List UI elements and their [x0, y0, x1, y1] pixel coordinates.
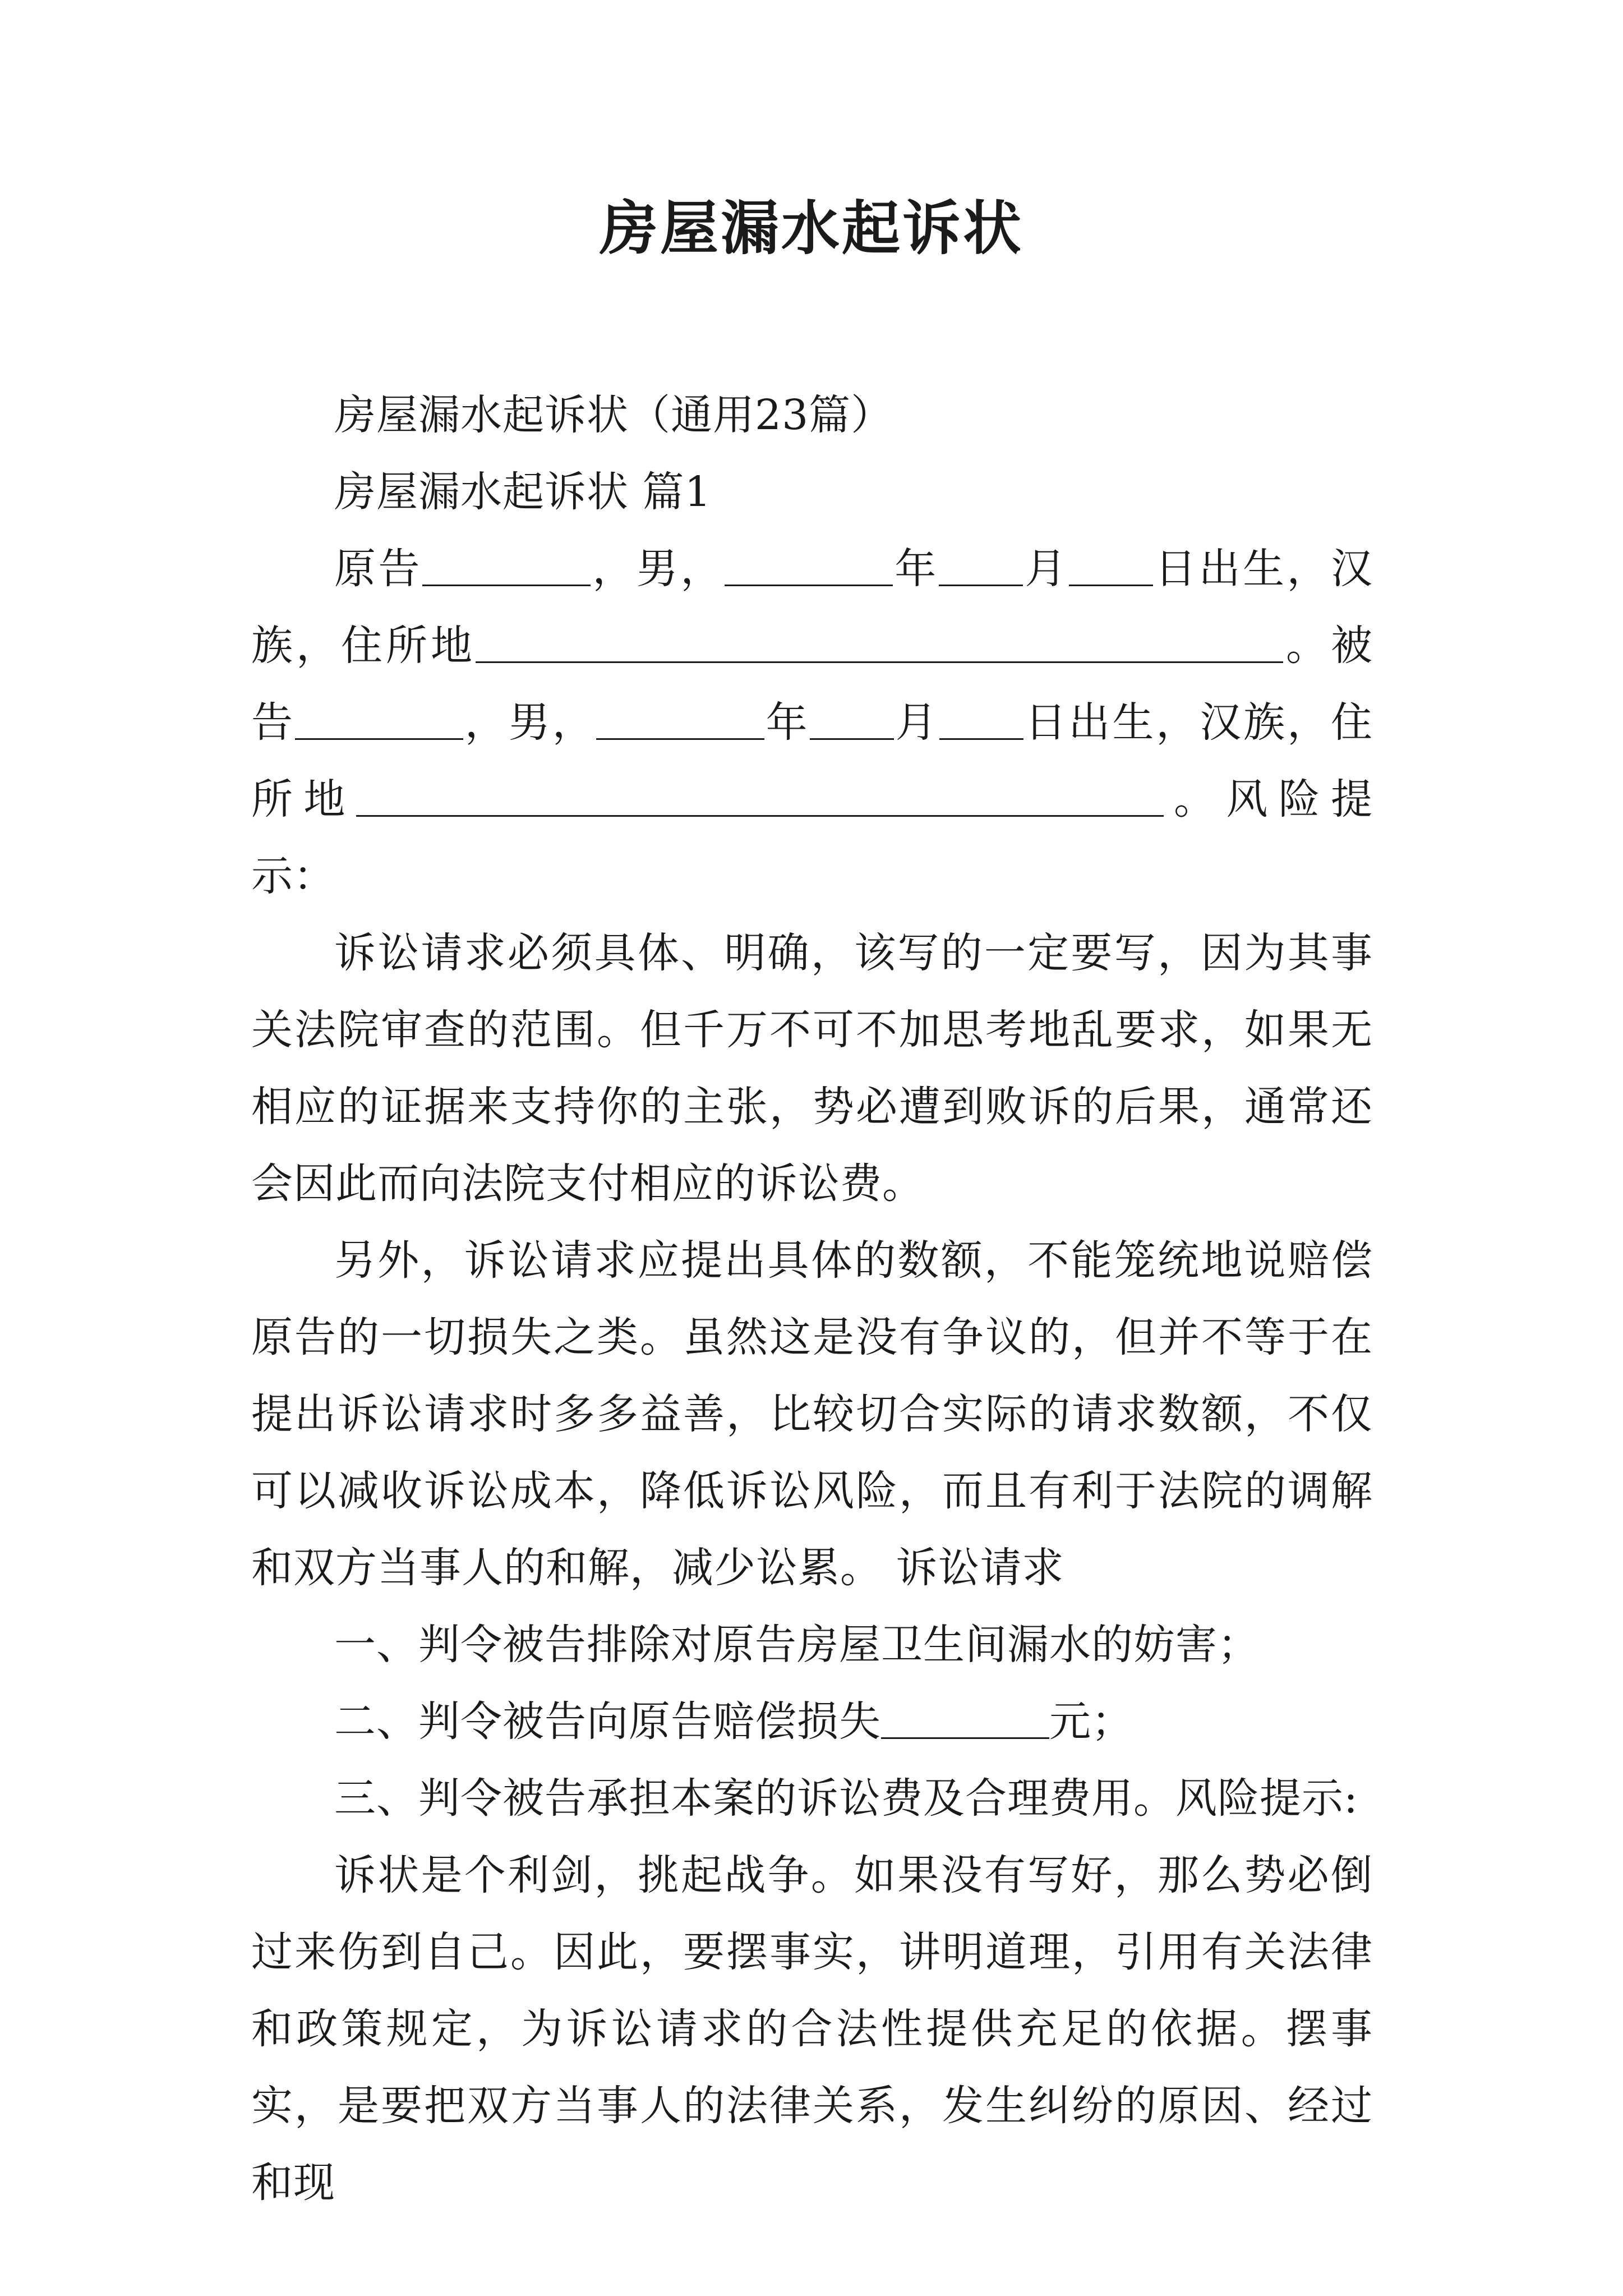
- defendant-day-blank: [939, 697, 1023, 740]
- claim-item-1: 一、判令被告排除对原告房屋卫生间漏水的妨害；: [334, 1621, 1260, 1669]
- defendant-year-label: 年: [764, 698, 810, 747]
- claim-2-unit: 元；: [1049, 1697, 1133, 1746]
- defendant-address-blank: [356, 774, 1164, 817]
- plaintiff-day-blank: [1069, 543, 1153, 586]
- plaintiff-gender-text: ，男，: [590, 545, 725, 593]
- defendant-end-text: 。风险提示：: [251, 775, 1373, 900]
- plaintiff-month-label: 月: [1022, 545, 1069, 593]
- risk-paragraph-1: 诉讼请求必须具体、明确，该写的一定要写，因为其事关法院审查的范围。但千万不可不加思考地乱要求，如果无相应的证据来支持你的主张，势必遭到败诉的后果，通常还会因此而向法院支付相应的诉讼费。: [251, 929, 1373, 1208]
- plaintiff-name-blank: [422, 543, 591, 586]
- section-heading: 房屋漏水起诉状 篇1: [334, 468, 712, 516]
- defendant-name-blank: [295, 697, 463, 740]
- document-title: 房屋漏水起诉状: [599, 194, 1023, 263]
- document-body: [251, 377, 1373, 2221]
- claim-item-2: [251, 1683, 1373, 1760]
- defendant-month-blank: [810, 697, 894, 740]
- parties-paragraph: [251, 531, 1373, 915]
- claim-2-text: 二、判令被告向原告赔偿损失: [334, 1697, 881, 1746]
- defendant-birth-text: 日出生，汉族，住所地: [251, 698, 1373, 823]
- defendant-gender-text: ，男，: [463, 698, 596, 747]
- claim-item-3: 三、判令被告承担本案的诉讼费及合理费用。风险提示:: [334, 1774, 1358, 1823]
- risk-paragraph-2: 另外，诉讼请求应提出具体的数额，不能笼统地说赔偿原告的一切损失之类。虽然这是没有争议的，但并不等于在提出诉讼请求时多多益善，比较切合实际的请求数额，不仅可以减收诉讼成本，降低诉讼风险，而且有利于法院的调解和双方当事人的和解，减少讼累。 诉讼请求: [251, 1236, 1373, 1592]
- claim-amount-blank: [881, 1696, 1049, 1739]
- plaintiff-end-text: 。: [1283, 622, 1331, 670]
- plaintiff-year-blank: [725, 543, 893, 586]
- defendant-label: 被告: [251, 622, 1373, 747]
- document-subtitle: 房屋漏水起诉状（通用23篇）: [334, 391, 893, 439]
- plaintiff-month-blank: [939, 543, 1023, 586]
- plaintiff-address-blank: [476, 620, 1283, 663]
- defendant-year-blank: [596, 697, 764, 740]
- defendant-month-label: 月: [893, 698, 939, 747]
- plaintiff-year-label: 年: [892, 545, 939, 593]
- plaintiff-birth-text: 日出生，汉族，住所地: [251, 545, 1373, 670]
- risk-paragraph-3: 诉状是个利剑，挑起战争。如果没有写好，那么势必倒过来伤到自己。因此，要摆事实，讲明道理，引用有关法律和政策规定，为诉讼请求的合法性提供充足的依据。摆事实，是要把双方当事人的法律关系，发生纠纷的原因、经过和现: [251, 1851, 1373, 2207]
- plaintiff-label: 原告: [334, 545, 422, 593]
